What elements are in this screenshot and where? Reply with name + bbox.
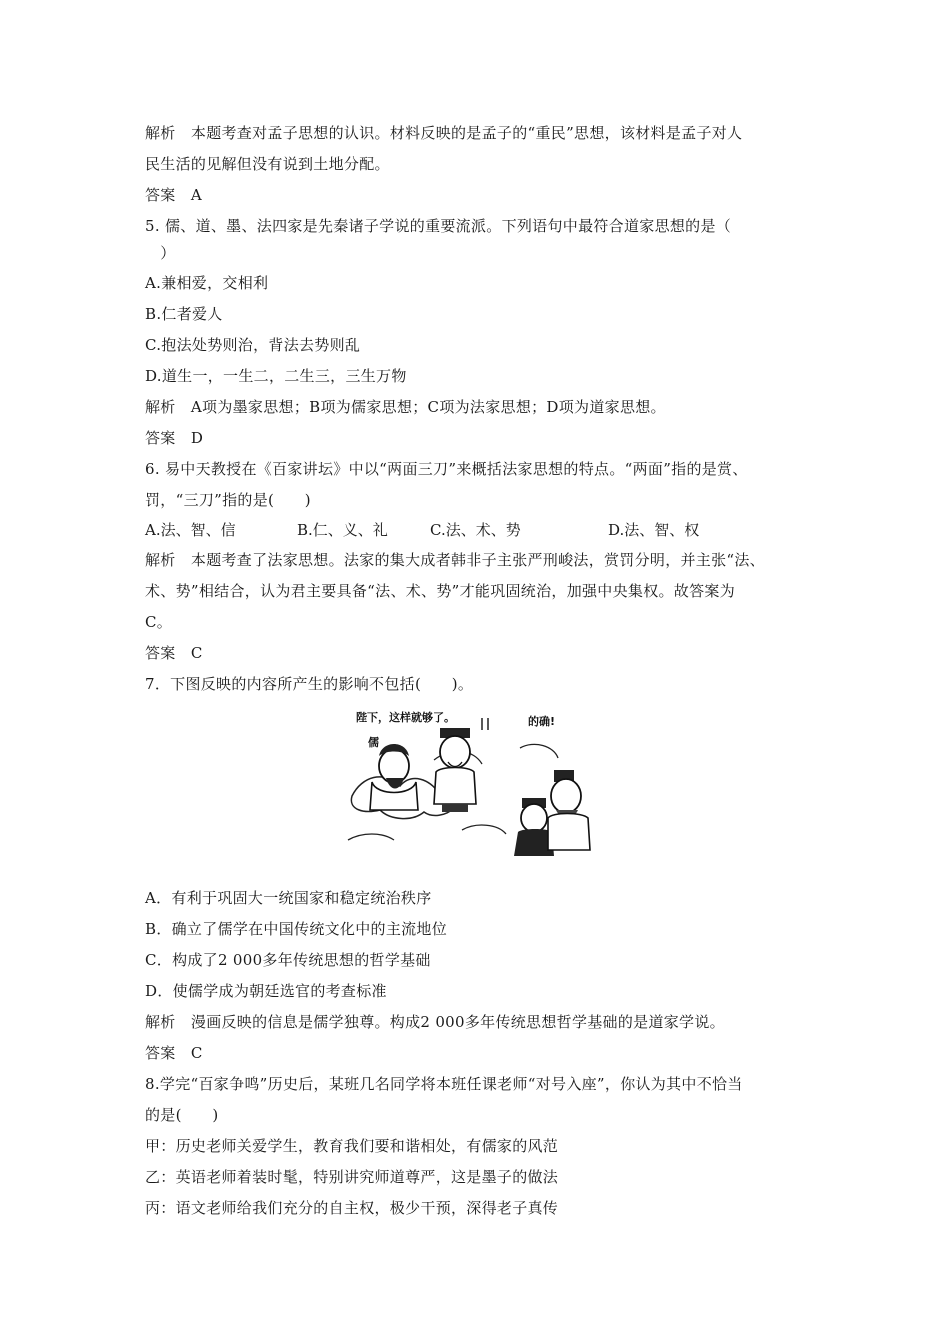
cartoon-label-ru: 儒 xyxy=(368,736,379,749)
q7-option-b: B．确立了儒学在中国传统文化中的主流地位 xyxy=(145,920,448,938)
q5-stem-line2: ） xyxy=(145,244,176,262)
q8-stem-line2: 的是( ) xyxy=(145,1106,219,1124)
q5-answer: 答案 D xyxy=(145,429,204,447)
q8-stem-line1: 8.学完“百家争鸣”历史后，某班几名同学将本班任课老师“对号入座”，你认为其中不恰当 xyxy=(145,1075,743,1093)
q6-stem-line1: 6. 易中天教授在《百家讲坛》中以“两面三刀”来概括法家思想的特点。“两面”指的是赏、 xyxy=(145,460,748,478)
q6-option-c: C.法、术、势 xyxy=(430,521,521,539)
q7-stem: 7．下图反映的内容所产生的影响不包括( )。 xyxy=(145,675,474,693)
q6-answer: 答案 C xyxy=(145,644,203,662)
q4-analysis-line1: 解析 本题考查对孟子思想的认识。材料反映的是孟子的“重民”思想，该材料是孟子对人 xyxy=(145,124,743,142)
q5-analysis: 解析 A项为墨家思想；B项为儒家思想；C项为法家思想；D项为道家思想。 xyxy=(145,398,666,416)
q7-option-a: A．有利于巩固大一统国家和稳定统治秩序 xyxy=(145,889,432,907)
q7-option-c: C．构成了2 000多年传统思想的哲学基础 xyxy=(145,951,431,969)
q5-option-d: D.道生一，一生二，二生三，三生万物 xyxy=(145,367,407,385)
q5-option-b: B.仁者爱人 xyxy=(145,305,223,323)
q8-item-yi: 乙：英语老师着装时髦，特别讲究师道尊严，这是墨子的做法 xyxy=(145,1168,559,1186)
q6-analysis-line1: 解析 本题考查了法家思想。法家的集大成者韩非子主张严刑峻法，赏罚分明，并主张“法、 xyxy=(145,551,765,569)
q5-option-c: C.抱法处势则治，背法去势则乱 xyxy=(145,336,361,354)
q6-option-b: B.仁、义、礼 xyxy=(297,521,388,539)
q6-option-a: A.法、智、信 xyxy=(145,521,236,539)
q4-analysis-line2: 民生活的见解但没有说到土地分配。 xyxy=(145,155,390,173)
q5-stem-line1: 5. 儒、道、墨、法四家是先秦诸子学说的重要流派。下列语句中最符合道家思想的是（ xyxy=(145,217,732,235)
q4-answer: 答案 A xyxy=(145,186,203,204)
q8-item-bing: 丙：语文老师给我们充分的自主权，极少干预，深得老子真传 xyxy=(145,1199,559,1217)
q5-option-a: A.兼相爱，交相利 xyxy=(145,274,269,292)
cartoon-speech-right: 的确! xyxy=(528,715,556,728)
q7-analysis: 解析 漫画反映的信息是儒学独尊。构成2 000多年传统思想哲学基础的是道家学说。 xyxy=(145,1013,725,1031)
officials-figures xyxy=(514,770,590,856)
q7-option-d: D．使儒学成为朝廷选官的考查标准 xyxy=(145,982,387,1000)
q6-stem-line2: 罚，“三刀”指的是( ) xyxy=(145,491,311,509)
q6-option-d: D.法、智、权 xyxy=(608,521,700,539)
emperor-figure xyxy=(434,728,476,812)
q7-answer: 答案 C xyxy=(145,1044,203,1062)
q6-analysis-line3: C。 xyxy=(145,613,173,631)
cartoon-speech-left: 陛下，这样就够了。 xyxy=(356,711,455,724)
q6-analysis-line2: 术、势”相结合，认为君主要具备“法、术、势”才能巩固统治，加强中央集权。故答案为 xyxy=(145,582,736,600)
q7-cartoon xyxy=(342,700,604,860)
q8-item-jia: 甲：历史老师关爱学生，教育我们要和谐相处，有儒家的风范 xyxy=(145,1137,559,1155)
